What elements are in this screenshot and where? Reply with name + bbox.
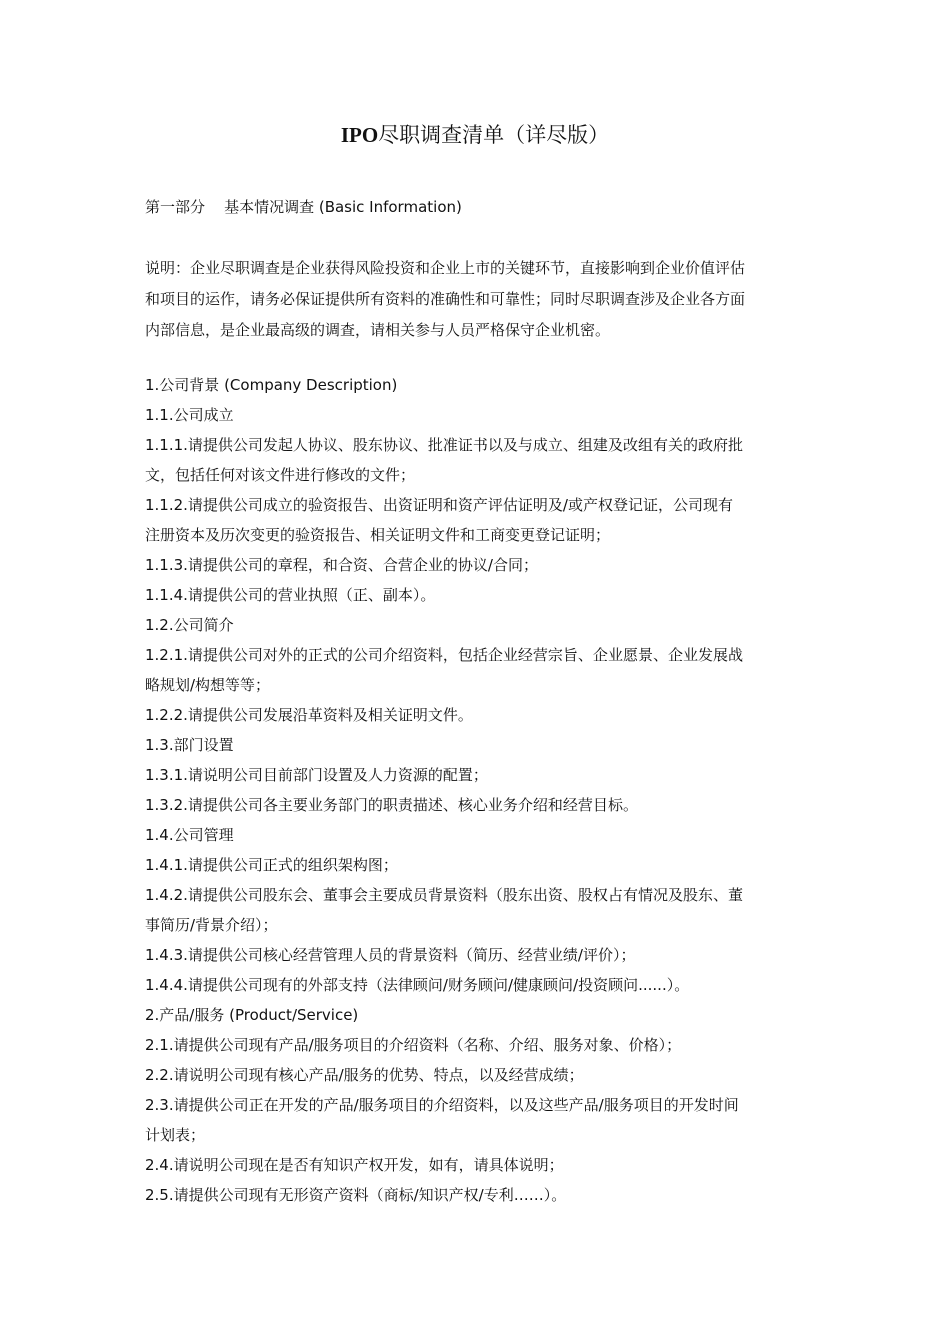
part-heading: [145, 196, 810, 218]
list-item-continuation: 注册资本及历次变更的验资报告、相关证明文件和工商变更登记证明；: [145, 526, 611, 544]
list-item: 1.4.3.请提供公司核心经营管理人员的背景资料（简历、经营业绩/评价）；: [145, 946, 636, 964]
list-item: 1.1.2.请提供公司成立的验资报告、出资证明和资产评估证明及/或产权登记证，公司现有: [145, 496, 733, 514]
section-heading: 1.公司背景 (Company Description): [145, 376, 398, 394]
list-item-continuation: 事简历/背景介绍）；: [145, 916, 278, 934]
list-item-continuation: 略规划/构想等等；: [145, 676, 271, 694]
list-item: 1.2.1.请提供公司对外的正式的公司介绍资料，包括企业经营宗旨、企业愿景、企业发展战: [145, 646, 743, 664]
list-item-continuation: 计划表；: [145, 1126, 206, 1144]
list-item: 2.2.请说明公司现有核心产品/服务的优势、特点，以及经营成绩；: [145, 1066, 584, 1084]
list-item: 2.1.请提供公司现有产品/服务项目的介绍资料（名称、介绍、服务对象、价格）；: [145, 1036, 682, 1054]
list-item-continuation: 文，包括任何对该文件进行修改的文件；: [145, 466, 416, 484]
list-item: 2.5.请提供公司现有无形资产资料（商标/知识产权/专利……）。: [145, 1186, 567, 1204]
document-title: [0, 121, 950, 149]
document-title-latin: IPO: [340, 123, 379, 147]
list-item: 1.3.1.请说明公司目前部门设置及人力资源的配置；: [145, 766, 488, 784]
list-item: 1.4.2.请提供公司股东会、董事会主要成员背景资料（股东出资、股权占有情况及股东、董: [145, 886, 743, 904]
subsection-heading: 1.3.部门设置: [145, 736, 234, 754]
section-heading: 2.产品/服务 (Product/Service): [145, 1006, 359, 1024]
list-item: 1.4.1.请提供公司正式的组织架构图；: [145, 856, 398, 874]
checklist: [145, 370, 810, 1210]
subsection-heading: 1.4.公司管理: [145, 826, 234, 844]
intro-paragraph: [145, 253, 810, 346]
list-item: 1.4.4.请提供公司现有的外部支持（法律顾问/财务顾问/健康顾问/投资顾问......）。: [145, 976, 690, 994]
list-item: 1.3.2.请提供公司各主要业务部门的职责描述、核心业务介绍和经营目标。: [145, 796, 638, 814]
list-item: 1.1.1.请提供公司发起人协议、股东协议、批准证书以及与成立、组建及改组有关的政府批: [145, 436, 743, 454]
subsection-heading: 1.2.公司简介: [145, 616, 234, 634]
intro-line: 说明：企业尽职调查是企业获得风险投资和企业上市的关键环节，直接影响到企业价值评估: [145, 259, 746, 277]
list-item: 1.1.4.请提供公司的营业执照（正、副本）。: [145, 586, 436, 604]
list-item: 1.1.3.请提供公司的章程，和合资、合营企业的协议/合同；: [145, 556, 538, 574]
list-item: 1.2.2.请提供公司发展沿革资料及相关证明文件。: [145, 706, 473, 724]
document-title-rest: 尽职调查清单（详尽版）: [378, 123, 610, 147]
intro-line: 和项目的运作，请务必保证提供所有资料的准确性和可靠性；同时尽职调查涉及企业各方面: [145, 290, 746, 308]
list-item: 2.4.请说明公司现在是否有知识产权开发，如有，请具体说明；: [145, 1156, 564, 1174]
list-item: 2.3.请提供公司正在开发的产品/服务项目的介绍资料，以及这些产品/服务项目的开发时间: [145, 1096, 739, 1114]
part-heading-text: 第一部分 基本情况调查 (Basic Information): [145, 198, 462, 216]
subsection-heading: 1.1.公司成立: [145, 406, 234, 424]
intro-line: 内部信息，是企业最高级的调查，请相关参与人员严格保守企业机密。: [145, 321, 611, 339]
